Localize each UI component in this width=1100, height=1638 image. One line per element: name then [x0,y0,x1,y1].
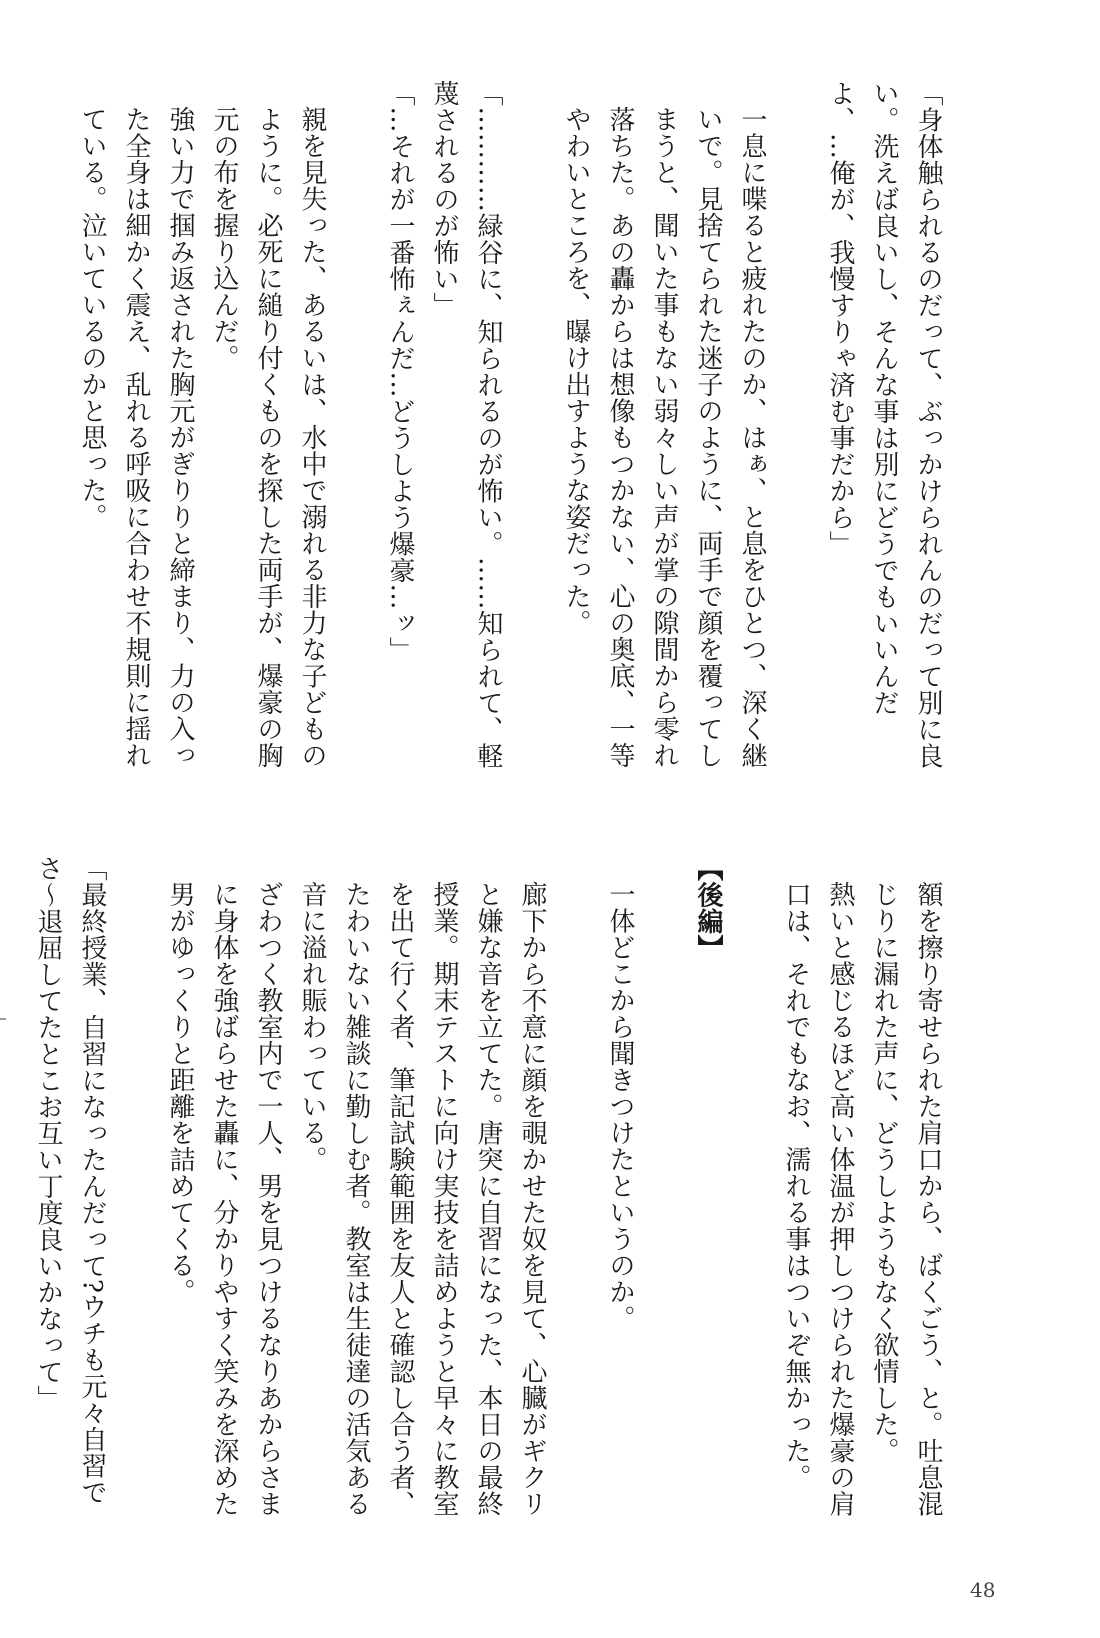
paragraph: 廊下から不意に顔を覗かせた奴を見て、心臓がギクリと嫌な音を立てた。唐突に自習になった、本日の最終授業。期末テストに向け実技を詰めようと早々に教室を出て行く者、筆記試験範囲を友人と確認し合う者、たわいない雑談に勤しむ者。教室は生徒達の活気ある音に溢れ賑わっている。 [297,881,547,1517]
paragraph: 一体どこから聞きつけたというのか。 [605,881,635,1332]
margin-mark [0,1018,6,1020]
section-heading: 【後編】 [693,855,723,961]
blank-line [114,855,158,1535]
paragraph: 額を擦り寄せられた肩口から、ばくごう、と。吐息混じりに漏れた声に、どうしようもなく欲情した。 [869,881,943,1517]
blank-line [334,80,378,780]
paragraph: 「…………緑谷に、知られるのが怖い。……知られて、軽蔑されるのが怖い」 [429,80,503,769]
lower-text-block [33,855,950,1535]
upper-text-block [77,80,950,780]
paragraph: ざわつく教室内で一人、男を見つけるなりあからさまに身体を強ばらせた轟に、分かりやすく笑みを深めた男がゆっくりと距離を詰めてくる。 [165,881,283,1517]
blank-line [774,80,818,780]
blank-line [510,80,554,780]
paragraph: 「…それが一番怖ぇんだ…どうしよう爆豪…ッ」 [385,80,415,663]
paragraph: 強い力で掴み返された胸元がぎりりと締まり、力の入った全身は細かく震え、乱れる呼吸に合わせ不規則に揺れている。泣いているのかと思った。 [77,106,195,769]
paragraph: 熱いと感じるほど高い体温が押しつけられた爆豪の肩口は、それでもなお、濡れる事はついぞ無かった。 [781,881,855,1517]
paragraph: 親を見失った、あるいは、水中で溺れる非力な子どものように。必死に縋り付くものを探した両手が、爆豪の胸元の布を握り込んだ。 [209,106,327,769]
blank-line [730,855,774,1535]
paragraph: 「身体触られるのだって、ぶっかけられんのだって別に良い。洗えば良いし、そんな事は別にどうでもいいんだよ、…俺が、我慢すりゃ済む事だから」 [825,80,943,769]
blank-line [642,855,686,1535]
paragraph: 一息に喋ると疲れたのか、はぁ、と息をひとつ、深く継いで。見捨てられた迷子のように、両手で顔を覆ってしまうと、聞いた事もない弱々しい声が掌の隙間から零れ落ちた。あの轟からは想像もつかない、心の奥底、一等やわいところを、曝け出すような姿だった。 [561,106,767,769]
page-number: 48 [970,1578,996,1602]
paragraph: 「最終授業、自習になったんだって?ウチも元々自習でさ〜退屈してたとこお互い丁度良いかなって」 [33,855,107,1506]
blank-line [554,855,598,1535]
